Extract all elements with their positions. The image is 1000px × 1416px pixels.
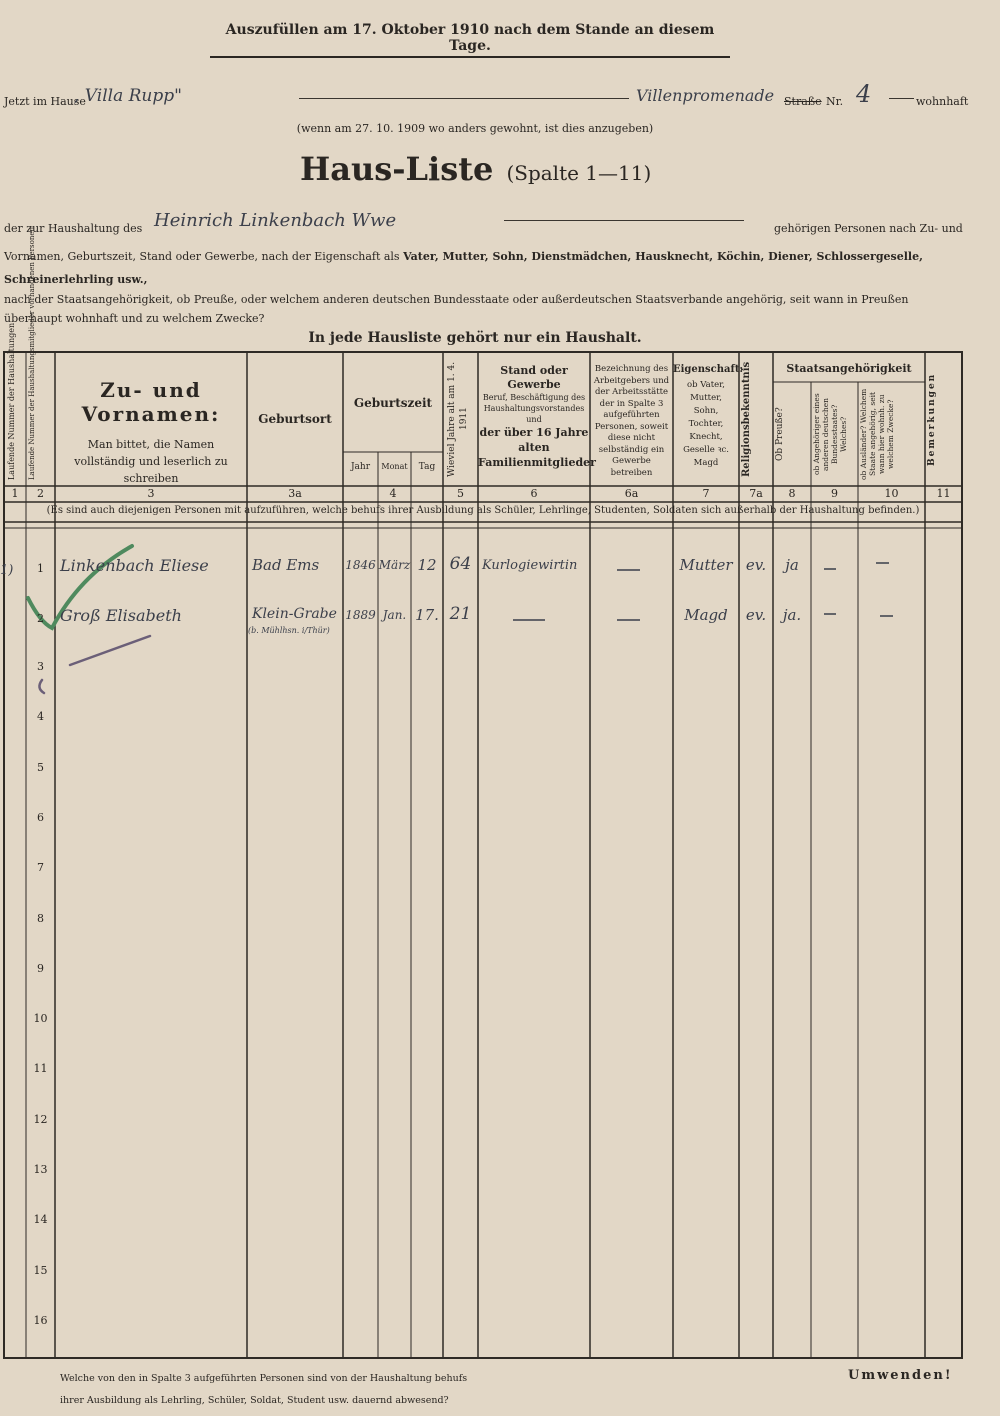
row-number: 9 <box>37 962 44 975</box>
row-number: 2 <box>37 612 44 625</box>
column-number: 1 <box>11 487 19 500</box>
col6-note: Beruf, Beschäftigung des Haushaltungsvorstandes und <box>482 393 586 424</box>
nr-label: Nr. <box>826 95 844 108</box>
row-number: 16 <box>33 1314 48 1327</box>
title-suffix: (Spalte 1—11) <box>506 161 652 185</box>
column-number: 5 <box>457 487 464 500</box>
col2-header: Laufende Nummer der Haushaltungsmitglieder vorhandenen Personen <box>28 227 36 480</box>
relationship: Magd <box>684 606 728 624</box>
col7-title: Eigenschaft: <box>673 364 744 375</box>
col3-note: Man bittet, die Namen vollständig und leserlich zu schreiben <box>74 438 228 485</box>
birth-year: 1846 <box>345 558 376 572</box>
col6-title: Stand oder Gewerbe <box>500 364 568 391</box>
column-number: 2 <box>37 487 44 500</box>
person-name: Linkenbach Eliese <box>60 556 209 575</box>
birth-day: 17. <box>415 606 439 624</box>
note-row: (Es sind auch diejenigen Personen mit aufzuführen, welche behufs ihrer Ausbildung als Schüler, Lehrlinge, Studenten, Soldaten sich außerhalb der Haushaltung befinden.) <box>46 505 920 516</box>
col7-note: ob Vater, Mutter, Sohn, Tochter, Knecht, Geselle ꝛc. Magd <box>683 380 729 468</box>
col4-jahr: Jahr <box>350 462 371 472</box>
col9-header: ob Angehöriger eines anderen deutschen Bundesstaates? Welches? <box>812 393 848 475</box>
instruction-line-4: nach der Staatsangehörigkeit, ob Preuße, oder welchem anderen deutschen Bundesstaate oder außerdeutschen Staatsverbande angehörig, seit wann in Preußen überhaupt wohnhaft und zu welchem Zwecke? <box>4 293 909 325</box>
footer-question-line2: ihrer Ausbildung als Lehrling, Schüler, Soldat, Student usw. dauernd abwesend? <box>60 1395 449 1406</box>
col4-monat: Monat <box>381 462 408 471</box>
birth-month: Jan. <box>382 608 407 622</box>
row-number: 14 <box>33 1213 48 1226</box>
col4-tag: Tag <box>418 462 436 472</box>
address-prefix: Jetzt im Hause <box>4 95 86 108</box>
one-household-note: In jede Hausliste gehört nur ein Haushalt. <box>308 330 642 346</box>
household-prefix: der zur Haushaltung des <box>4 222 143 235</box>
column-number: 9 <box>831 487 838 500</box>
wohnhaft-label: wohnhaft <box>916 95 969 108</box>
row-number: 15 <box>33 1264 48 1277</box>
house-name: , Villa Rupp" <box>74 86 182 106</box>
column-number: 10 <box>884 487 899 500</box>
street-name: Villenpromenade <box>636 86 775 105</box>
footer-question <box>60 1368 520 1412</box>
religion: ev. <box>745 556 767 574</box>
footer-question-line1: Welche von den in Spalte 3 aufgeführten Personen sind von der Haushaltung behufs <box>60 1373 468 1384</box>
row-number: 7 <box>37 861 44 874</box>
col3-header <box>55 378 247 487</box>
age: 64 <box>449 554 472 574</box>
household-head: Heinrich Linkenbach Wwe <box>154 210 397 231</box>
row-number: 11 <box>33 1062 48 1075</box>
top-notice: Auszufüllen am 17. Oktober 1910 nach dem Stande an diesem Tage. <box>210 22 730 58</box>
col6-header <box>478 364 596 470</box>
row-number: 1 <box>37 562 44 575</box>
column-number: 6a <box>624 487 639 500</box>
col3a-header: Geburtsort <box>258 412 332 426</box>
row-number: 10 <box>33 1012 48 1025</box>
birthplace: Klein-Grabe <box>252 606 337 622</box>
column-number: 3 <box>147 487 155 500</box>
column-numbers-row <box>0 487 1000 502</box>
col4-header: Geburtszeit <box>353 396 433 410</box>
column-number: 4 <box>389 487 397 500</box>
row-number: 8 <box>37 912 44 925</box>
prev-address-note: (wenn am 27. 10. 1909 wo anders gewohnt, ist dies anzugeben) <box>296 122 654 135</box>
column-number: 11 <box>936 487 951 500</box>
col1-header: Laufende Nummer der Haushaltungen <box>7 322 16 480</box>
col7-header <box>673 364 744 470</box>
col5-header: Wieviel Jahre alt am 1. 4. 1911 <box>447 361 469 477</box>
instruction-text: Vornamen, Geburtszeit, Stand oder Gewerbe, nach der Eigenschaft als <box>4 250 400 263</box>
house-number: 4 <box>856 80 872 108</box>
turn-page-note: Umwenden! <box>848 1368 953 1383</box>
table-row <box>0 552 1000 588</box>
row-number: 5 <box>37 761 44 774</box>
instruction-bold: Vater, Mutter, Sohn, Dienstmädchen, Hausknecht, Köchin, Diener, Schlossergeselle, <box>403 250 923 263</box>
column-number: 3a <box>288 487 302 500</box>
staatsangehoerigkeit-header: Staatsangehörigkeit <box>786 362 912 375</box>
column-number: 8 <box>788 487 796 500</box>
col6a-header: Bezeichnung des Arbeitgebers und der Arbeitsstätte der in Spalte 3 aufgeführten Personen, soweit diese nicht selbständig ein Gewerbe betreiben <box>593 364 670 478</box>
birth-month: März <box>378 558 411 572</box>
col7a-header: Religionsbekenntnis <box>741 361 752 477</box>
occupation: Kurlogiewirtin <box>482 558 578 573</box>
page-title: Haus-Liste <box>300 150 494 188</box>
col10-header: ob Ausländer? Welchem Staate angehörig, seit wann hier wohnh. zu welchem Zwecke? <box>859 388 895 480</box>
strasse-label: Straße <box>784 95 822 108</box>
religion: ev. <box>745 606 767 624</box>
birth-day: 12 <box>417 556 437 574</box>
row-number: 3 <box>37 660 44 673</box>
household-suffix: gehörigen Personen nach Zu- und <box>774 222 963 235</box>
col6-title-b: der über 16 Jahre alten Familienmitglieder <box>478 426 596 469</box>
col3-title-a: Zu- und <box>100 378 202 402</box>
relationship: Mutter <box>679 556 733 574</box>
birthplace: Bad Ems <box>252 556 320 574</box>
prussian: ja <box>785 556 799 574</box>
column-number: 6 <box>530 487 538 500</box>
row-number: 6 <box>37 811 44 824</box>
instruction-line-3: Schreinerlehrling usw., <box>4 273 148 286</box>
column-number: 7a <box>749 487 763 500</box>
birth-year: 1889 <box>345 608 376 622</box>
age: 21 <box>449 604 472 624</box>
col3-title-b: Vornamen: <box>81 402 221 426</box>
prussian: ja. <box>782 606 802 624</box>
birthplace-note: (b. Mühlhsn. i/Thür) <box>248 626 330 635</box>
row-number: 13 <box>33 1163 48 1176</box>
col8-header: Ob Preuße? <box>775 407 785 461</box>
table-row <box>0 602 1000 644</box>
person-name: Groß Elisabeth <box>60 606 182 625</box>
household-mark: 1) <box>0 563 14 578</box>
row-number: 12 <box>33 1113 48 1126</box>
row-number: 4 <box>37 710 44 723</box>
col11-header: Bemerkungen <box>927 372 937 466</box>
column-number: 7 <box>702 487 710 500</box>
